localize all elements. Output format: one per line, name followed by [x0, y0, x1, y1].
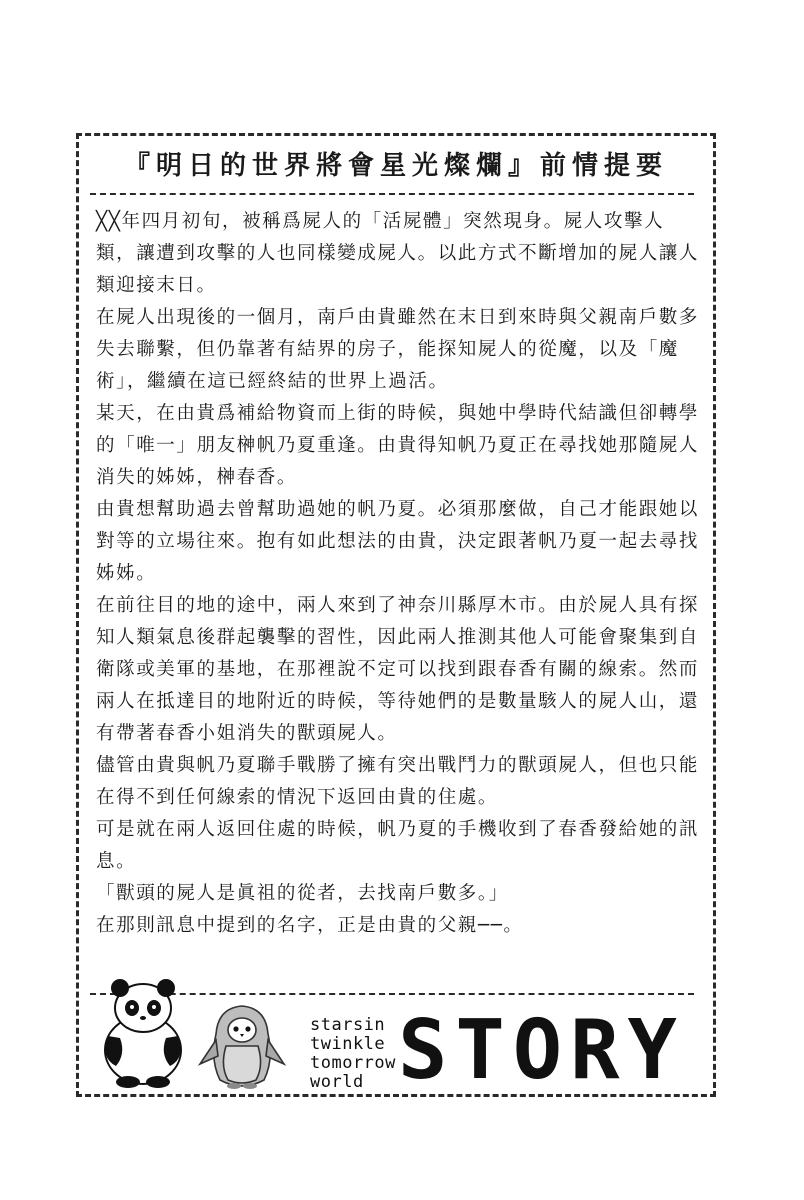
story-logo-text: STORY: [398, 1003, 685, 1098]
subtitle-line: twinkle: [310, 1034, 386, 1054]
paragraph: 在屍人出現後的一個月，南戶由貴雖然在末日到來時與父親南戶數多失去聯繫，但仍靠著有結界的房子，能探知屍人的從魔，以及「魔術」，繼續在這已經終結的世界上過活。: [96, 307, 700, 392]
paragraph: 「獸頭的屍人是眞祖的從者，去找南戶數多。」: [96, 883, 509, 904]
panda-icon: [96, 978, 190, 1090]
paragraph: 儘管由貴與帆乃夏聯手戰勝了擁有突出戰鬥力的獸頭屍人，但也只能在得不到任何線索的情況下返回由貴的住處。: [96, 755, 700, 808]
paragraph: 由貴想幫助過去曾幫助過她的帆乃夏。必須那麼做，自己才能跟她以對等的立場往來。抱有如此想法的由貴，決定跟著帆乃夏一起去尋找姊姊。: [96, 499, 700, 584]
subtitle-line: starsin: [310, 1015, 386, 1035]
paragraph: 在那則訊息中提到的名字，正是由貴的父親──。: [96, 915, 524, 936]
paragraph: 某天，在由貴爲補給物資而上街的時候，與她中學時代結識但卻轉學的「唯一」朋友榊帆乃夏重逢。由貴得知帆乃夏正在尋找她那隨屍人消失的姊姊，榊春香。: [96, 403, 700, 488]
title-divider: [90, 193, 694, 195]
paragraph: ╳╳年四月初旬，被稱爲屍人的「活屍體」突然現身。屍人攻擊人類，讓遭到攻擊的人也同樣變成屍人。以此方式不斷增加的屍人讓人類迎接末日。: [96, 211, 700, 296]
story-body: [96, 206, 700, 942]
subtitle-line: tomorrow: [310, 1053, 396, 1073]
penguin-icon: [196, 1000, 288, 1092]
subtitle-line: world: [310, 1072, 364, 1092]
subtitle-words: [310, 1016, 396, 1092]
paragraph: 在前往目的地的途中，兩人來到了神奈川縣厚木市。由於屍人具有探知人類氣息後群起襲擊的習性，因此兩人推測其他人可能會聚集到自衛隊或美軍的基地，在那裡說不定可以找到跟春香有關的線索。然而兩人在抵達目的地附近的時候，等待她們的是數量駭人的屍人山，還有帶著春香小姐消失的獸頭屍人。: [96, 595, 700, 744]
paragraph: 可是就在兩人返回住處的時候，帆乃夏的手機收到了春香發給她的訊息。: [96, 819, 700, 872]
page-title: 『明日的世界將會星光燦爛』前情提要: [123, 151, 668, 181]
